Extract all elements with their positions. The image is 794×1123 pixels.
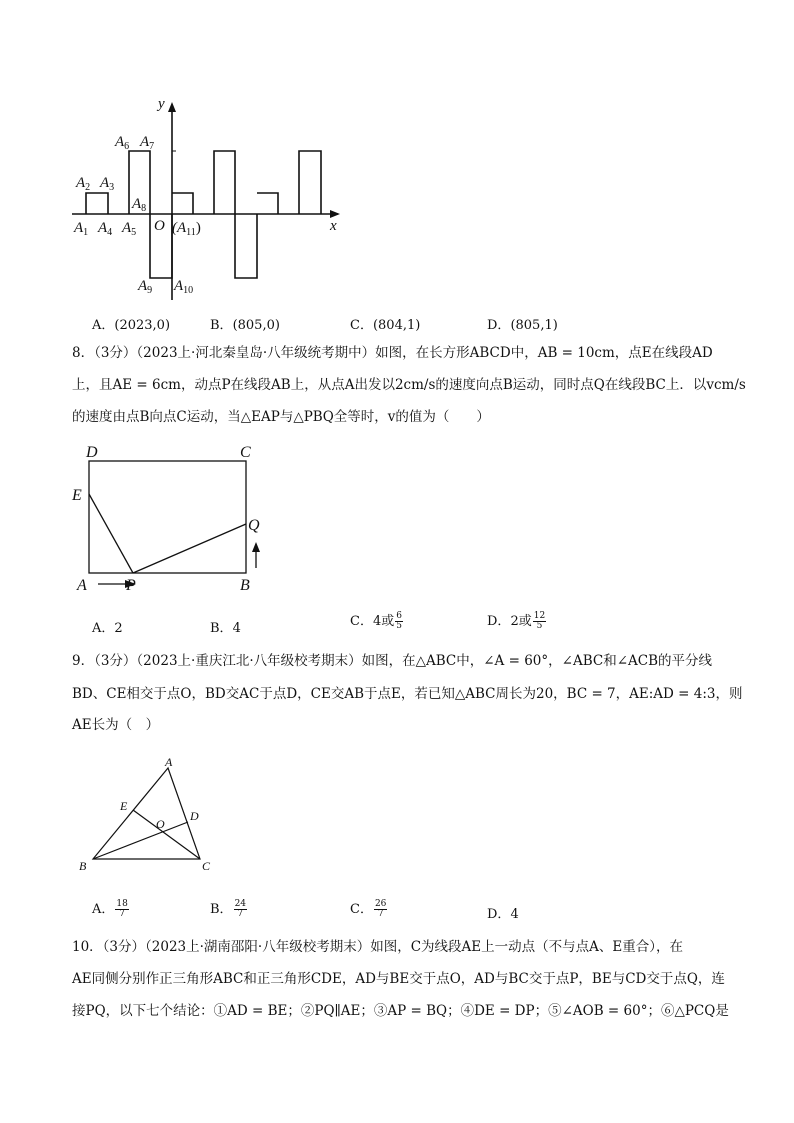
- q10-text-line-2: AE同侧分别作正三角形ABC和正三角形CDE，AD与BE交于点O，AD与BC交于点P，BE与CD交于点Q，连: [72, 971, 725, 987]
- q10-text-line-1: 10．（3分）（2023上·湖南邵阳·八年级校考期末）如图，C为线段AE上一动点（不与点A、E重合），在: [72, 939, 683, 955]
- q7-option-d: D．(805,1): [487, 318, 558, 333]
- q8-label-b: B: [240, 577, 250, 594]
- rectangle-abcd: [89, 461, 246, 573]
- q8-label-p: P: [126, 577, 136, 594]
- origin-label: O: [154, 218, 165, 234]
- q9-figure: [74, 752, 224, 877]
- q7-option-a: A．(2023,0): [92, 318, 171, 333]
- q8-label-c: C: [240, 444, 251, 461]
- label-a3: $A_3$: [100, 175, 115, 193]
- x-axis-label: x: [330, 218, 337, 234]
- q8-figure: [68, 438, 278, 598]
- q9-label-e: E: [120, 799, 128, 813]
- q8-option-b: B．4: [210, 621, 241, 636]
- q9-label-o: O: [156, 817, 165, 831]
- x-axis-arrow: [330, 210, 340, 218]
- q8-option-d: D．2或 $\frac{12}{5}$: [487, 611, 546, 631]
- rect-a11: [172, 193, 193, 214]
- y-axis-label: y: [158, 96, 165, 112]
- q9-text-line-2: BD、CE相交于点O，BD交AC于点D，CE交AB于点E，若已知△ABC周长为20，BC = 7，AE:AD = 4:3，则: [72, 686, 743, 702]
- q8-option-c-fraction: $\frac{6}{5}$: [396, 611, 402, 631]
- label-a4: $A_4$: [98, 220, 113, 238]
- rect-small-1: [257, 193, 278, 214]
- q8-option-d-fraction: $\frac{12}{5}$: [533, 611, 546, 631]
- rect-a1-a4: [86, 193, 108, 214]
- q9-label-d: D: [190, 809, 199, 823]
- label-a11: $(A_{11})$: [172, 220, 201, 238]
- q7-option-c: C．(804,1): [350, 318, 421, 333]
- label-a1: $A_1$: [74, 220, 89, 238]
- q9-option-c: C． $\frac{26}{7}$: [350, 899, 387, 919]
- label-a2: $A_2$: [76, 175, 91, 193]
- q9-option-c-fraction: $\frac{26}{7}$: [374, 899, 387, 919]
- triangle-abc: [93, 768, 200, 859]
- q8-text-line-1: 8．（3分）（2023上·河北秦皇岛·八年级统考期中）如图，在长方形ABCD中，AB = 10cm，点E在线段AD: [72, 345, 713, 361]
- q7-option-b: B．(805,0): [210, 318, 280, 333]
- q8-option-a: A．2: [92, 621, 123, 636]
- q9-text-line-1: 9．（3分）（2023上·重庆江北·八年级校考期末）如图，在△ABC中，∠A = 60°，∠ABC和∠ACB的平分线: [72, 653, 713, 669]
- y-axis-arrow: [168, 102, 176, 112]
- q9-option-b-fraction: $\frac{24}{7}$: [234, 899, 247, 919]
- label-a10: $A_{10}$: [174, 278, 194, 296]
- q9-option-b: B． $\frac{24}{7}$: [210, 899, 247, 919]
- q9-option-d: D．4: [487, 907, 519, 922]
- q8-label-d: D: [86, 444, 98, 461]
- q9-label-b: B: [79, 859, 87, 873]
- q8-text-line-3: 的速度由点B向点C运动，当△EAP与△PBQ全等时，v的值为（ ）: [72, 409, 490, 425]
- q9-option-a: A． $\frac{18}{7}$: [92, 899, 128, 919]
- q9-text-line-3: AE长为（ ）: [72, 717, 160, 733]
- label-a5: $A_5$: [122, 220, 137, 238]
- q8-label-e: E: [72, 487, 82, 504]
- q8-label-a: A: [77, 577, 87, 594]
- rect-up-1: [214, 151, 235, 214]
- rect-up-2: [299, 151, 321, 214]
- label-a7: $A_7$: [140, 134, 155, 152]
- q10-text-line-3: 接PQ，以下七个结论：①AD = BE；②PQ∥AE；③AP = BQ；④DE = DP；⑤∠AOB = 60°；⑥△PCQ是: [72, 1003, 729, 1019]
- label-a6: $A_6$: [115, 134, 130, 152]
- segment-pq: [133, 524, 246, 573]
- label-a9: $A_9$: [138, 278, 153, 296]
- label-a8: $A_8$: [132, 196, 147, 214]
- q9-option-a-fraction: $\frac{18}{7}$: [116, 899, 128, 919]
- q8-label-q: Q: [248, 517, 260, 534]
- q9-label-c: C: [202, 859, 211, 873]
- segment-ep: [89, 494, 133, 573]
- q8-option-c: C．4或 $\frac{6}{5}$: [350, 611, 402, 631]
- q7-figure: [70, 92, 360, 302]
- q8-text-line-2: 上，且AE = 6cm，动点P在线段AB上，从点A出发以2cm/s的速度向点B运动，同时点Q在线段BC上．以vcm/s: [72, 377, 746, 393]
- q9-label-a: A: [165, 755, 173, 769]
- rect-down-1: [235, 214, 257, 278]
